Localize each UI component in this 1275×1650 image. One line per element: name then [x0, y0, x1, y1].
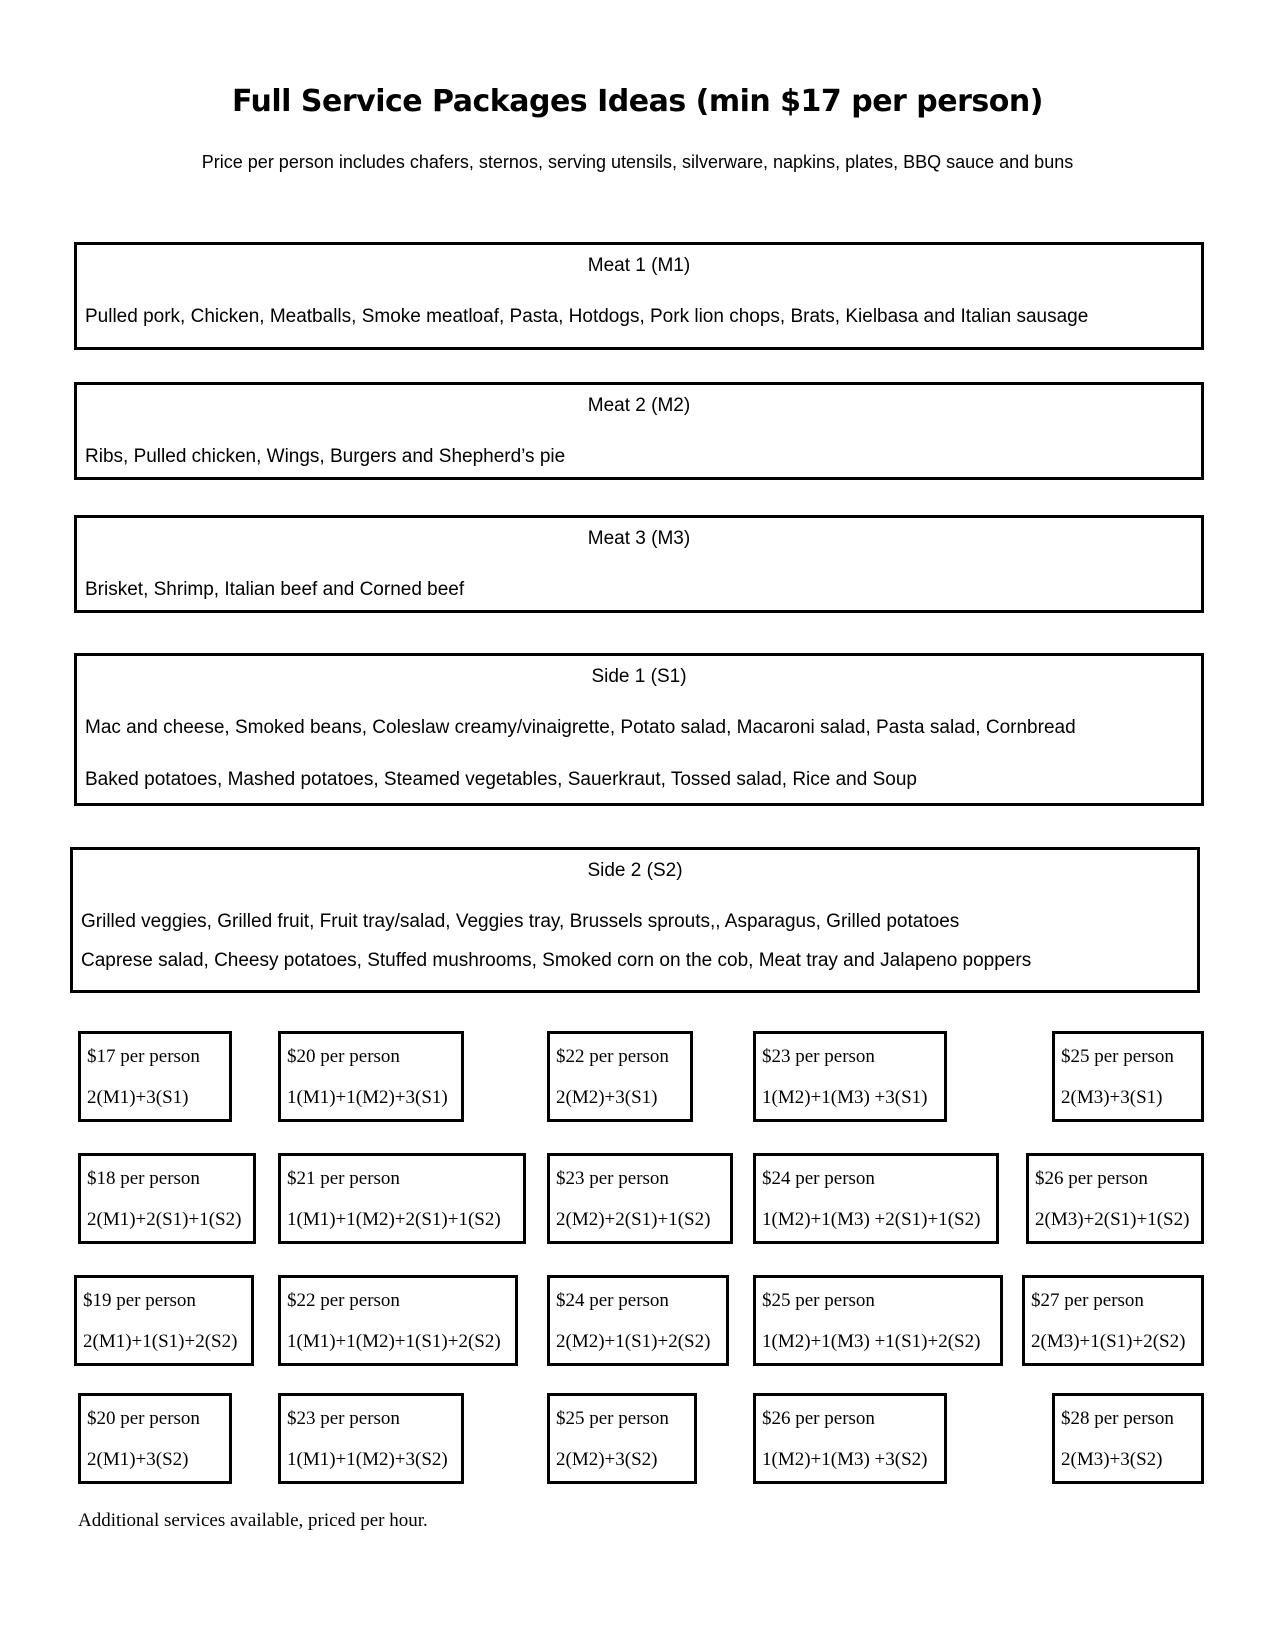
package-box	[547, 1275, 729, 1366]
package-price: $19 per person	[83, 1290, 196, 1311]
footnote: Additional services available, priced per hour.	[78, 1510, 428, 1531]
package-price: $22 per person	[556, 1046, 669, 1067]
package-combo: 1(M2)+1(M3) +3(S1)	[762, 1087, 928, 1108]
menu-section-side-1	[74, 653, 1204, 806]
package-box	[278, 1153, 526, 1244]
package-price: $23 per person	[287, 1408, 400, 1429]
package-box	[1052, 1031, 1204, 1122]
package-box	[278, 1393, 464, 1484]
package-combo: 1(M1)+1(M2)+1(S1)+2(S2)	[287, 1331, 501, 1352]
package-price: $24 per person	[762, 1168, 875, 1189]
package-combo: 2(M1)+1(S1)+2(S2)	[83, 1331, 238, 1352]
package-price: $20 per person	[87, 1408, 200, 1429]
package-price: $25 per person	[1061, 1046, 1174, 1067]
package-box	[753, 1275, 1003, 1366]
section-line: Brisket, Shrimp, Italian beef and Corned beef	[85, 579, 465, 600]
package-combo: 2(M1)+2(S1)+1(S2)	[87, 1209, 242, 1230]
package-box	[74, 1275, 254, 1366]
package-combo: 1(M2)+1(M3) +2(S1)+1(S2)	[762, 1209, 981, 1230]
package-price: $21 per person	[287, 1168, 400, 1189]
section-line: Pulled pork, Chicken, Meatballs, Smoke meatloaf, Pasta, Hotdogs, Pork lion chops, Brats, Kielbasa and Italian sausage	[85, 306, 1089, 327]
page-subtitle: Price per person includes chafers, sternos, serving utensils, silverware, napkins, plates, BBQ sauce and buns	[201, 152, 1074, 172]
menu-section-meat-1	[74, 242, 1204, 350]
package-price: $28 per person	[1061, 1408, 1174, 1429]
package-box	[1022, 1275, 1204, 1366]
package-combo: 2(M1)+3(S2)	[87, 1449, 189, 1470]
package-combo: 1(M2)+1(M3) +3(S2)	[762, 1449, 928, 1470]
package-combo: 1(M1)+1(M2)+3(S2)	[287, 1449, 448, 1470]
menu-section-side-2	[70, 847, 1200, 993]
package-box	[278, 1031, 464, 1122]
package-price: $23 per person	[762, 1046, 875, 1067]
package-combo: 2(M3)+3(S2)	[1061, 1449, 1163, 1470]
package-box	[78, 1153, 256, 1244]
menu-section-meat-3	[74, 515, 1204, 613]
package-box	[78, 1031, 232, 1122]
package-price: $24 per person	[556, 1290, 669, 1311]
package-price: $26 per person	[1035, 1168, 1148, 1189]
package-combo: 2(M1)+3(S1)	[87, 1087, 189, 1108]
section-line: Ribs, Pulled chicken, Wings, Burgers and Shepherd’s pie	[85, 446, 566, 467]
page-title: Full Service Packages Ideas (min $17 per person)	[232, 84, 1043, 119]
package-price: $18 per person	[87, 1168, 200, 1189]
package-combo: 1(M1)+1(M2)+3(S1)	[287, 1087, 448, 1108]
package-price: $20 per person	[287, 1046, 400, 1067]
package-box	[547, 1393, 697, 1484]
package-box	[753, 1393, 947, 1484]
package-box	[753, 1153, 999, 1244]
package-combo: 2(M2)+1(S1)+2(S2)	[556, 1331, 711, 1352]
section-line: Grilled veggies, Grilled fruit, Fruit tray/salad, Veggies tray, Brussels sprouts,, Asparagus, Grilled potatoes	[81, 911, 960, 932]
package-price: $25 per person	[762, 1290, 875, 1311]
package-price: $26 per person	[762, 1408, 875, 1429]
section-heading: Meat 2 (M2)	[587, 395, 691, 416]
section-line: Baked potatoes, Mashed potatoes, Steamed vegetables, Sauerkraut, Tossed salad, Rice and Soup	[85, 769, 917, 790]
section-line: Caprese salad, Cheesy potatoes, Stuffed mushrooms, Smoked corn on the cob, Meat tray and Jalapeno poppers	[81, 950, 1032, 971]
section-line: Mac and cheese, Smoked beans, Coleslaw creamy/vinaigrette, Potato salad, Macaroni salad, Pasta salad, Cornbread	[85, 717, 1076, 738]
package-price: $27 per person	[1031, 1290, 1144, 1311]
section-heading: Side 2 (S2)	[587, 860, 683, 881]
package-price: $22 per person	[287, 1290, 400, 1311]
package-combo: 2(M2)+2(S1)+1(S2)	[556, 1209, 711, 1230]
section-heading: Meat 1 (M1)	[587, 255, 691, 276]
package-box	[1026, 1153, 1204, 1244]
package-price: $23 per person	[556, 1168, 669, 1189]
package-box	[78, 1393, 232, 1484]
package-combo: 1(M2)+1(M3) +1(S1)+2(S2)	[762, 1331, 981, 1352]
package-combo: 1(M1)+1(M2)+2(S1)+1(S2)	[287, 1209, 501, 1230]
package-combo: 2(M3)+1(S1)+2(S2)	[1031, 1331, 1186, 1352]
package-price: $25 per person	[556, 1408, 669, 1429]
package-box	[547, 1153, 733, 1244]
package-combo: 2(M2)+3(S2)	[556, 1449, 658, 1470]
package-combo: 2(M3)+2(S1)+1(S2)	[1035, 1209, 1190, 1230]
package-combo: 2(M3)+3(S1)	[1061, 1087, 1163, 1108]
menu-section-meat-2	[74, 382, 1204, 480]
package-combo: 2(M2)+3(S1)	[556, 1087, 658, 1108]
package-box	[547, 1031, 693, 1122]
package-box	[753, 1031, 947, 1122]
package-box	[1052, 1393, 1204, 1484]
section-heading: Side 1 (S1)	[591, 666, 687, 687]
package-box	[278, 1275, 518, 1366]
package-price: $17 per person	[87, 1046, 200, 1067]
section-heading: Meat 3 (M3)	[587, 528, 691, 549]
